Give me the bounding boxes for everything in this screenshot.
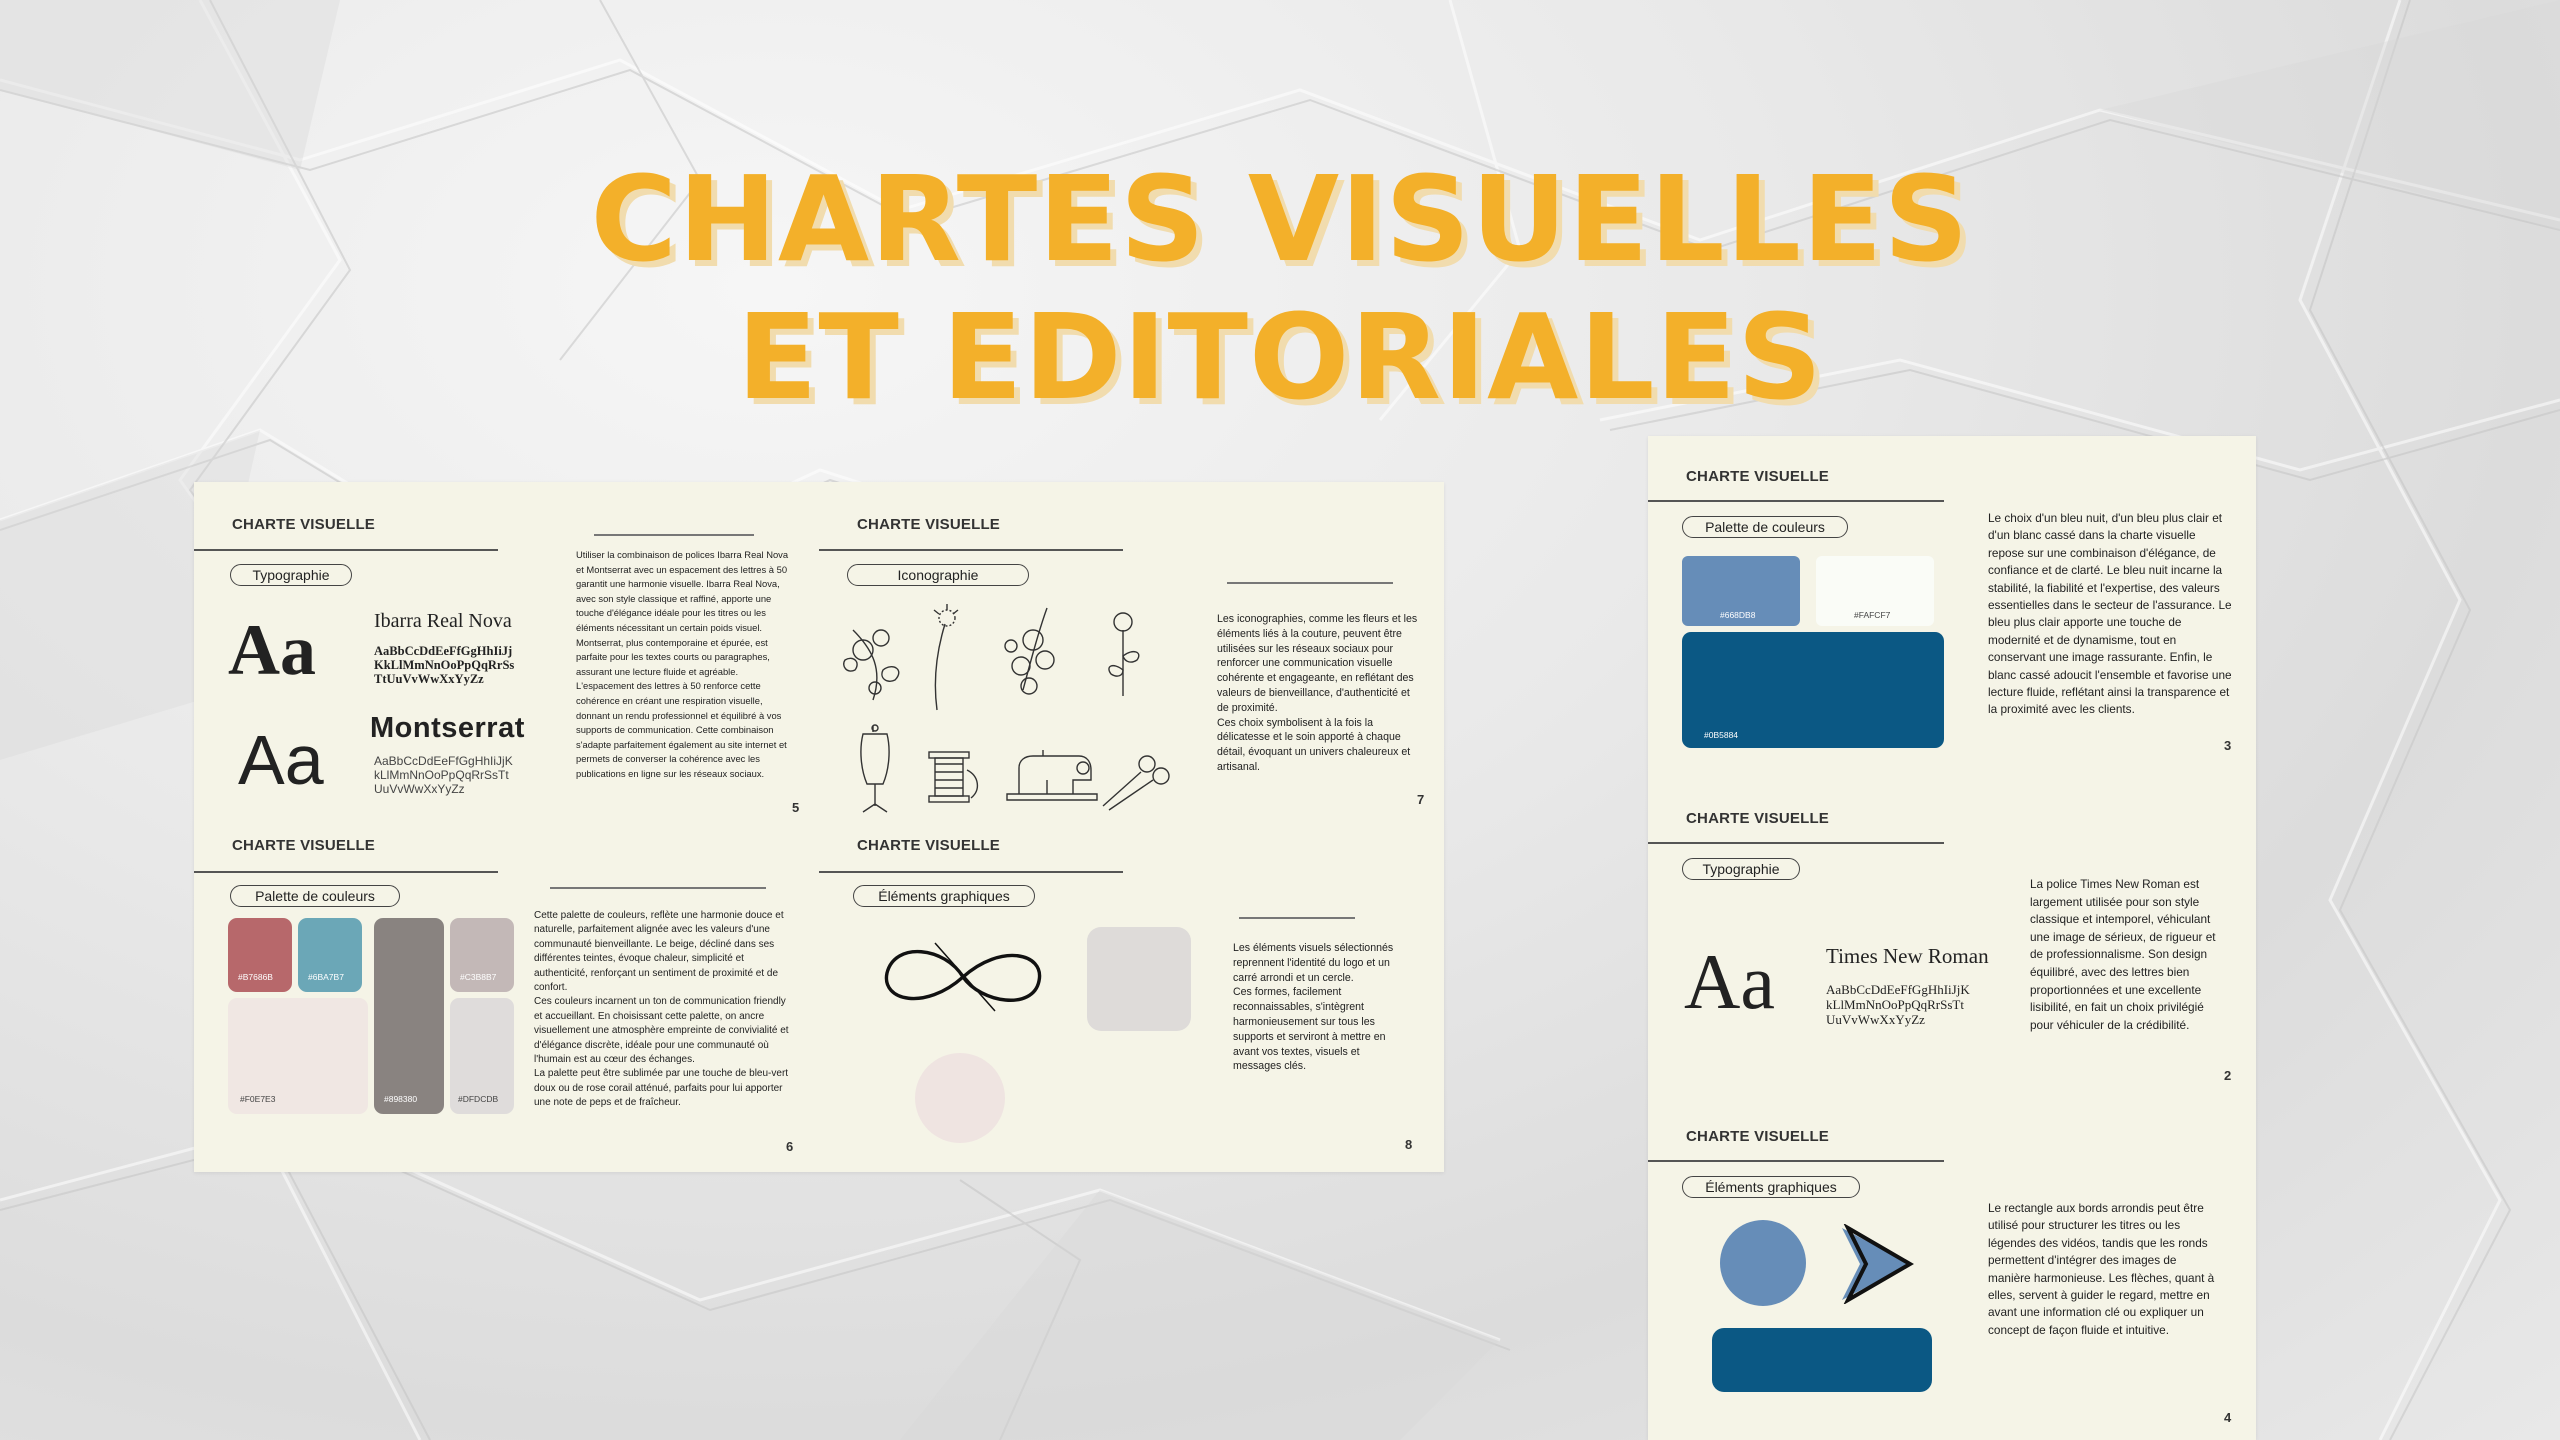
single-flower-icon bbox=[1109, 613, 1139, 696]
alphabet-line: kLlMmNnOoPpQqRrSsTt bbox=[1826, 997, 1964, 1012]
page-number: 3 bbox=[2224, 738, 2232, 753]
font1-alphabet bbox=[374, 644, 514, 686]
swatch-label: #B7686B bbox=[238, 972, 273, 982]
section-pill-palette: Palette de couleurs bbox=[1682, 516, 1848, 538]
main-title bbox=[0, 150, 2560, 426]
page-header: CHARTE VISUELLE bbox=[1686, 1128, 1830, 1145]
page-number: 7 bbox=[1417, 792, 1425, 807]
page-header: CHARTE VISUELLE bbox=[857, 837, 1001, 854]
header-rule bbox=[1648, 1160, 1944, 1162]
color-swatch bbox=[228, 998, 368, 1114]
graphics-description: Les éléments visuels sélectionnés reprennent l'identité du logo et un carré arrondi et un cercle. Ces formes, facilement reconnaissables, s'intègrent harmonieusement sur tous les supports et serviront à mettre en avant vos textes, visuels et messages clés. bbox=[1233, 942, 1394, 1073]
blue-circle-shape bbox=[1720, 1220, 1806, 1306]
swatch-label: #6BA7B7 bbox=[308, 972, 344, 982]
page-header: CHARTE VISUELLE bbox=[857, 516, 1001, 533]
font2-specimen: Aa bbox=[238, 721, 324, 799]
dandelion-icon bbox=[934, 604, 958, 710]
flower-branch-icon bbox=[844, 630, 899, 700]
palette-page bbox=[194, 827, 819, 1172]
blossom-icon bbox=[1005, 608, 1054, 694]
palette-description: Le choix d'un bleu nuit, d'un bleu plus clair et d'un blanc cassé dans la charte visuelle repose sur une combinaison d'élégance, de confiance et de clarté. Le bleu nuit incarne la stabilité, la fiabilité et l'expertise, des valeurs essentielles dans le secteur de l'assurance. Le bleu plus clair apporte une touche de modernité et de dynamisme, tout en conservant une image rassurante. Enfin, le blanc cassé adoucit l'ensemble et favorise une lecture fluide, reflétant ainsi la transparence et la proximité avec les clients. bbox=[1988, 511, 2232, 717]
section-pill-palette: Palette de couleurs bbox=[230, 885, 400, 907]
circle-shape bbox=[915, 1053, 1005, 1143]
alphabet-line: UuVvWwXxYyZz bbox=[374, 782, 465, 796]
scissors-icon bbox=[1103, 756, 1169, 810]
times-description: La police Times New Roman est largement utilisée pour son style classique et intemporel, véhiculant une image de sérieux, de rigueur et de professionnalisme. Son design équilibré, avec des lettres bien proportionnées et une excellente lisibilité, en fait un choix privilégié pour véhiculer de la crédibilité. bbox=[2030, 877, 2216, 1032]
swatch-label: #FAFCF7 bbox=[1854, 610, 1891, 620]
color-swatch bbox=[374, 918, 444, 1114]
color-swatch bbox=[1682, 556, 1800, 626]
color-swatch bbox=[298, 918, 362, 992]
page-header: CHARTE VISUELLE bbox=[232, 837, 376, 854]
header-rule bbox=[194, 549, 498, 551]
sewing-machine-icon bbox=[1007, 750, 1097, 800]
iconography-description: Les iconographies, comme les fleurs et les éléments liés à la couture, peuvent être utilisées sur les réseaux sociaux pour renforcer une communication visuelle cohérente et engageante, en reflétant des valeurs de bienveillance, d'authenticité et de proximité. Ces choix symbolisent à la fois la délicatesse et le soin apporté à chaque détail, évoquant un univers chaleureux et artisanal. bbox=[1217, 613, 1418, 773]
header-rule bbox=[819, 871, 1123, 873]
header-rule bbox=[1648, 842, 1944, 844]
typography-description: Utiliser la combinaison de polices Ibarra Real Nova et Montserrat avec un espacement des lettres à 50 garantit une harmonie visuelle. Ibarra Real Nova, avec son style classique et raffiné, apporte une touche d'élégance idéale pour les titres ou les éléments nécessitant un certain poids visuel. Montserrat, plus contemporaine et épurée, est parfaite pour les textes courts ou paragraphes, assurant une lecture fluide et agréable. L'espacement des lettres à 50 renforce cette cohérence en créant une respiration visuelle, donnant un rendu professionnel et équilibré à vos supports de communication. Cette combinaison s'adapte parfaitement également au site internet et permets de converser la cohérence avec les publications en ligne sur les réseaux sociaux. bbox=[576, 549, 789, 779]
section-pill-iconographie: Iconographie bbox=[847, 564, 1029, 586]
times-specimen: Aa bbox=[1684, 938, 1775, 1025]
swatch-label: #C3B8B7 bbox=[460, 972, 497, 982]
charte-stack-card bbox=[1648, 436, 2256, 1440]
page-header: CHARTE VISUELLE bbox=[232, 516, 376, 533]
page-number: 2 bbox=[2224, 1068, 2232, 1083]
blue-palette-page bbox=[1648, 436, 2256, 776]
header-rule bbox=[819, 549, 1123, 551]
times-alphabet bbox=[1826, 982, 1970, 1027]
typography-page bbox=[194, 482, 819, 827]
infinity-logo-icon bbox=[875, 937, 1051, 1017]
icon-grid bbox=[833, 600, 1193, 820]
thread-spool-icon bbox=[929, 752, 977, 802]
section-pill-typographie: Typographie bbox=[230, 564, 352, 586]
text-rule bbox=[1239, 917, 1355, 919]
swatch-label: #0B5884 bbox=[1704, 730, 1739, 740]
title-line-2: ET EDITORIALES bbox=[736, 288, 1824, 426]
page-number: 4 bbox=[2224, 1410, 2232, 1425]
page-header: CHARTE VISUELLE bbox=[1686, 468, 1830, 485]
alphabet-line: AaBbCcDdEeFfGgHhIiJj bbox=[374, 644, 513, 658]
font1-name: Ibarra Real Nova bbox=[374, 610, 512, 632]
swatch-label: #898380 bbox=[384, 1094, 418, 1104]
text-rule bbox=[1227, 582, 1393, 584]
times-typography-page bbox=[1648, 776, 2256, 1096]
alphabet-line: TtUuVvWwXxYyZz bbox=[374, 672, 484, 686]
alphabet-line: AaBbCcDdEeFfGgHhIiJjK bbox=[374, 754, 513, 768]
dress-form-icon bbox=[861, 725, 889, 812]
swatch-label: #DFDCDB bbox=[458, 1094, 499, 1104]
blue-graphics-page bbox=[1648, 1096, 2256, 1440]
rounded-square-shape bbox=[1087, 927, 1191, 1031]
swatch-label: #F0E7E3 bbox=[240, 1094, 276, 1104]
font2-alphabet bbox=[374, 754, 513, 796]
section-pill-elements: Éléments graphiques bbox=[853, 885, 1035, 907]
alphabet-line: KkLlMmNnOoPpQqRrSs bbox=[374, 658, 515, 672]
alphabet-line: AaBbCcDdEeFfGgHhIiJjK bbox=[1826, 982, 1970, 997]
color-swatch bbox=[450, 998, 514, 1114]
alphabet-line: UuVvWwXxYyZz bbox=[1826, 1012, 1925, 1027]
font1-specimen: Aa bbox=[228, 610, 316, 690]
color-swatch bbox=[228, 918, 292, 992]
page-number: 5 bbox=[792, 800, 800, 815]
text-rule bbox=[594, 534, 754, 536]
color-swatch bbox=[450, 918, 514, 992]
graphic-elements-page bbox=[819, 827, 1444, 1172]
header-rule bbox=[1648, 500, 1944, 502]
section-pill-typographie: Typographie bbox=[1682, 858, 1800, 880]
title-line-1: CHARTES VISUELLES bbox=[590, 150, 1970, 288]
iconography-page bbox=[819, 482, 1444, 827]
page-number: 6 bbox=[786, 1139, 794, 1154]
header-rule bbox=[194, 871, 498, 873]
blue-rounded-rectangle-shape bbox=[1712, 1328, 1932, 1392]
charte-spread-card bbox=[194, 482, 1444, 1172]
palette-description: Cette palette de couleurs, reflète une harmonie douce et naturelle, parfaitement alignée avec les valeurs d'une communauté bienveillante. Le beige, décliné dans ses différentes teintes, évoque chaleur, simplicité et authenticité, renforçant un sentiment de proximité et de confort. Ces couleurs incarnent un ton de communication friendly et accueillant. En choisissant cette palette, on ancre visuellement une atmosphère empreinte de convivialité et d'élégance discrète, idéale pour une communauté où l'humain est au cœur des échanges. La palette peut être sublimée par une touche de bleu-vert doux ou de rose corail atténué, parfaits pour lui apporter une note de peps et de fraîcheur. bbox=[534, 910, 789, 1109]
color-swatch bbox=[1816, 556, 1934, 626]
section-pill-elements: Éléments graphiques bbox=[1682, 1176, 1860, 1198]
arrow-icon bbox=[1836, 1224, 1916, 1304]
text-rule bbox=[550, 887, 766, 889]
color-swatch bbox=[1682, 632, 1944, 748]
page-header: CHARTE VISUELLE bbox=[1686, 810, 1830, 827]
graphics-description: Le rectangle aux bords arrondis peut être utilisé pour structurer les titres ou les légendes des vidéos, tandis que les ronds permettent d'intégrer des images de manière harmonieuse. Les flèches, quant à elles, servent à guider le regard, mettre en avant une information clé ou expliquer un concept de façon fluide et intuitive. bbox=[1988, 1201, 2215, 1337]
alphabet-line: kLlMmNnOoPpQqRrSsTt bbox=[374, 768, 509, 782]
font2-name: Montserrat bbox=[370, 712, 525, 744]
times-font-name: Times New Roman bbox=[1826, 944, 1989, 968]
page-number: 8 bbox=[1405, 1137, 1413, 1152]
swatch-label: #668DB8 bbox=[1720, 610, 1756, 620]
